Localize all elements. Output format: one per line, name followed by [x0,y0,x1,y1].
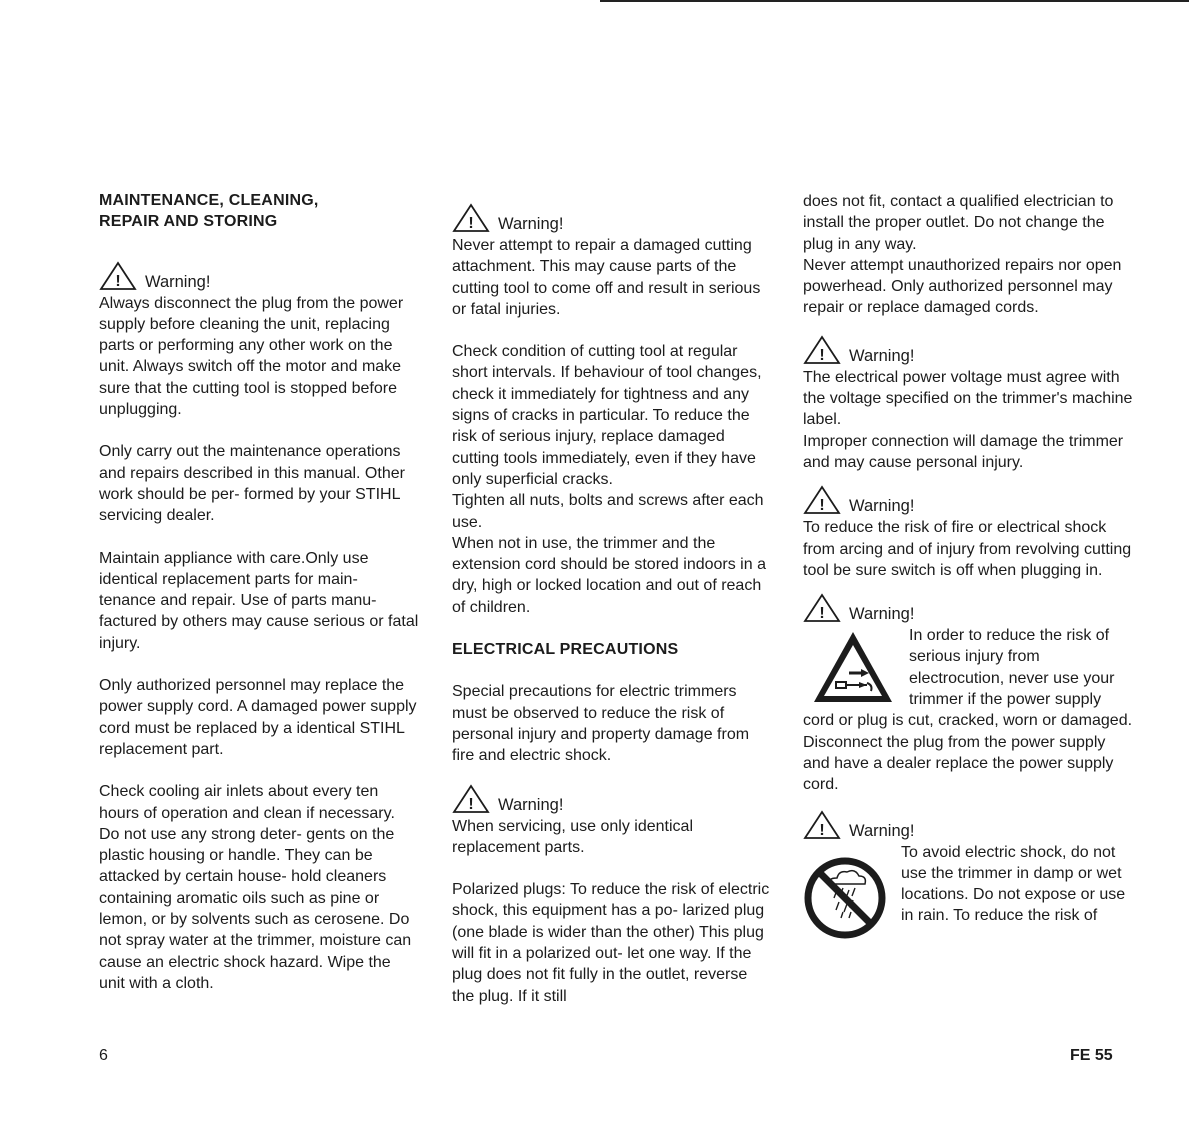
warning-triangle-icon [803,485,841,515]
warning-header [99,261,419,291]
warning-text: When servicing, use only identical replacement parts. [452,817,694,856]
warning-title: Warning! [849,605,915,624]
paragraph: Check condition of cutting tool at regular short intervals. If behaviour of tool changes, check it immediately for tightness and any signs of cracks in particular. To reduce the risk of serious injury, replace damaged cutting tools immediately, even if they have only superficial cracks. [452,343,762,488]
electrocution-warning-block [803,625,1133,731]
warning-text: Improper connection will damage the trimmer and may cause personal injury. [803,432,1124,471]
warning-title: Warning! [145,272,211,291]
paragraph: When not in use, the trimmer and the extension cord should be stored indoors in a dry, high or locked location and out of reach of children. [452,534,766,616]
svg-text:!: ! [468,795,474,813]
warning-title: Warning! [498,215,564,233]
warning-triangle-icon [803,593,841,623]
warning-header [452,784,772,814]
svg-text:!: ! [819,497,825,515]
warning-text: Disconnect the plug from the power supply and have a dealer replace the power supply cord. [803,733,1114,794]
warning-text: Never attempt to repair a damaged cutting attachment. This may cause parts of the cutting tool to come off and result in serious or fatal injuries. [452,237,761,318]
warning-text: In order to reduce the risk of serious injury from electrocution, never use your trimmer if the power supply cord or plug is cut, cracked, worn or damaged. [803,627,1133,730]
warning-header [803,335,1133,365]
page-number: 6 [99,1047,108,1064]
column-3 [803,191,1133,944]
section-heading-maintenance [99,190,419,233]
warning-triangle-icon [452,784,490,814]
paragraph: Only carry out the maintenance operations and repairs described in this manual. Other work should be per- formed by your STIHL servicing dealer. [99,443,405,525]
top-rule [600,0,1189,2]
paragraph: does not fit, contact a qualified electrician to install the proper outlet. Do not change the plug in any way. [803,193,1114,253]
heading-line-1: MAINTENANCE, CLEANING, [99,192,319,209]
warning-text: To reduce the risk of fire or electrical shock from arcing and of injury from revolving cutting tool be sure switch is off when plugging in. [803,519,1132,579]
paragraph: Only authorized personnel may replace the power supply cord. A damaged power supply cord must be replaced by a identical STIHL replacement part. [99,677,417,758]
svg-text:!: ! [819,346,825,364]
warning-header [803,485,1133,515]
model-label: FE 55 [1070,1047,1113,1064]
svg-text:!: ! [819,821,825,839]
electric-shock-hazard-icon [811,629,895,705]
warning-title: Warning! [849,346,915,365]
warning-triangle-icon [452,203,490,233]
paragraph: Maintain appliance with care.Only use identical replacement parts for main- tenance and repair. Use of parts manu- factured by others may cause serious or fatal injury. [99,549,419,652]
paragraph: Check cooling air inlets about every ten hours of operation and clean if necessary. Do not use any strong deter- gents on the plastic housing or handle. They can be attacked by certain house- hold cleaners containing aromatic oils such as pine or lemon, or by solvents such as cerosene. Do not spray water at the trimmer, moisture can cause an electric shock hazard. Wipe the unit with a cloth. [99,783,412,992]
warning-triangle-icon [803,810,841,840]
warning-text: Always disconnect the plug from the power supply before cleaning the unit, replacing parts or performing any other work on the unit. Always switch off the motor and make sure that the cutting tool is stopped before unplugging. [99,294,404,419]
column-2 [452,203,772,1007]
warning-header [452,203,772,233]
heading-line-2: REPAIR AND STORING [99,213,278,231]
paragraph: Never attempt unauthorized repairs nor open powerhead. Only authorized personnel may repair or replace damaged cords. [803,256,1122,317]
paragraph: Tighten all nuts, bolts and screws after each use. [452,492,764,531]
warning-header [803,810,1133,840]
svg-text:!: ! [819,605,825,623]
warning-text: The electrical power voltage must agree with the voltage specified on the trimmer's machine label. [803,368,1133,429]
warning-header [803,593,1133,623]
warning-triangle-icon [803,335,841,365]
warning-text: To avoid electric shock, do not use the trimmer in damp or wet locations. Do not expose or use in rain. To reduce the risk of [901,843,1126,925]
svg-text:!: ! [468,215,474,232]
warning-title: Warning! [849,821,915,840]
column-1 [99,190,419,994]
rain-warning-block [803,842,1133,927]
svg-text:!: ! [115,272,121,290]
warning-title: Warning! [498,795,564,814]
paragraph: Special precautions for electric trimmers must be observed to reduce the risk of personal injury and property damage from fire and electric shock. [452,683,750,765]
section-heading-electrical: ELECTRICAL PRECAUTIONS [452,641,679,659]
warning-triangle-icon [99,261,137,291]
paragraph: Polarized plugs: To reduce the risk of electric shock, this equipment has a po- larized plug (one blade is wider than the other) This plug will fit in a polarized out- let one way. If the plug does not fit fully in the outlet, reverse the plug. If it still [452,881,770,1005]
no-rain-icon [803,856,887,940]
warning-title: Warning! [849,497,915,516]
